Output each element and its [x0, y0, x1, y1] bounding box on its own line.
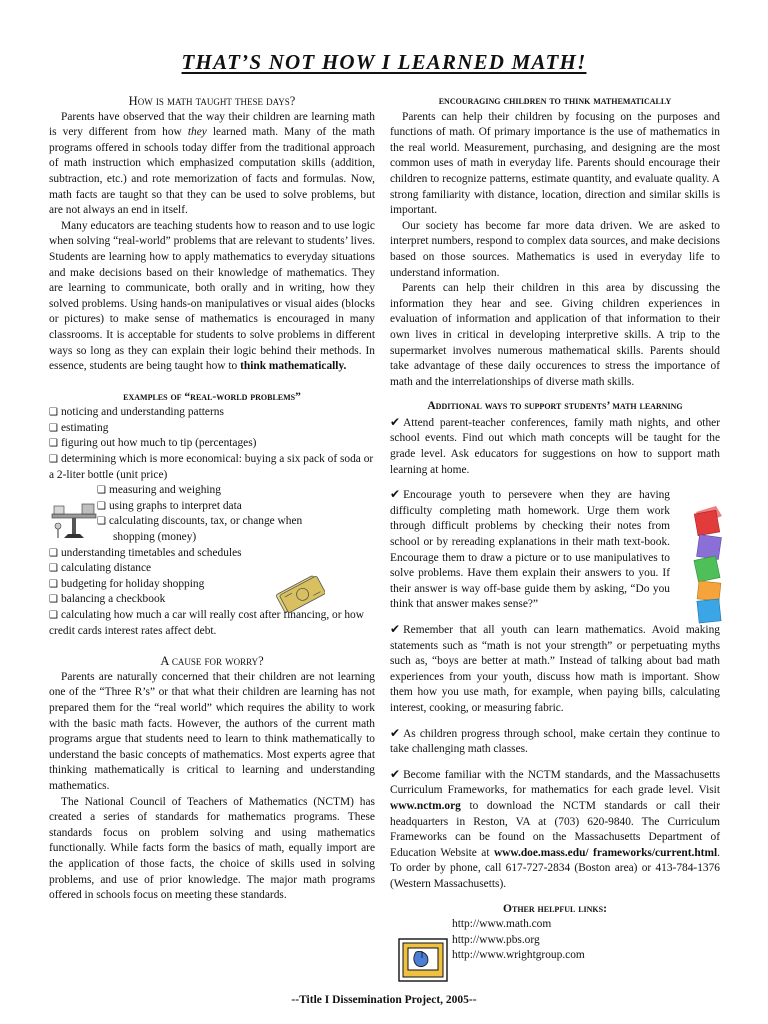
left-column: [49, 94, 375, 904]
list-item: ❑ measuring and weighing: [97, 484, 221, 497]
section-heading-how-taught: How is math taught these days?: [128, 94, 296, 108]
nctm-link[interactable]: www.nctm.org: [390, 799, 461, 812]
checkmark-icon: ✔: [390, 414, 401, 429]
tip-item: ✔ Encourage youth to persevere when they are having difficulty completing math homework. Urge them work through difficult problems by checking their notes from school or by rereading explanations in their math text-book. Encourage them to draw a picture or to use manipulatives to solve problems. Have them explain their answers to you. If their answer is way off-base guide them by asking, “Do you think that answer makes sense?”: [390, 487, 670, 611]
checkbox-icon: ❑: [97, 516, 106, 528]
doe-link[interactable]: www.doe.mass.edu/ frameworks/current.html: [493, 846, 718, 859]
list-item: ❑ calculating how much a car will really cost after financing, or how credit cards interest rates affect debt.: [49, 609, 364, 637]
balance-scale-icon: [50, 500, 100, 542]
paragraph: Parents have observed that the way their children are learning math is very different from how they learned math. Many of the math programs offered in schools today differ from the traditional approach of math instruction which emphasized computation skills (addition, subtraction, etc.) and rote memorization of facts and formulas. Now, math facts are taught so that they can be used to solve problems, but are not always an end in itself.: [49, 110, 376, 217]
page-title: THAT’S NOT HOW I LEARNED MATH!: [181, 50, 587, 74]
checkbox-icon: ❑: [49, 563, 58, 575]
tip-item: ✔ Attend parent-teacher conferences, family math nights, and other school events. Find out which math concepts will be taught for the grade level. Ask educators for suggestions on how to support math learning at home.: [390, 414, 720, 476]
list-item: ❑ estimating: [49, 421, 109, 434]
tip-item: ✔ Remember that all youth can learn mathematics. Avoid making statements such as “math is not your strength” or perpetuating myths such as, “boys are better at math.” Instead of talking about bad math experiences from your youth, discuss how math is important. Show them how you use math, for example, when paying bills, calculating interest, cooking, or measuring fabric.: [390, 622, 720, 714]
paragraph: Many educators are teaching students how to reason and to use logic when solving “real-world” problems that are relevant to students’ lives. Students are learning how to apply mathematics to everyday situations and make decisions based on their knowledge of mathematics. They are learning to communicate, both orally and in writing, how they solved problems. Using hands-on manipulatives or visual aides (blocks or pictures) to make sense of mathematics is encouraged in many classrooms. It is acceptable for students to solve problems in different ways so long as they can explain their logic behind their methods. In essence, students are being taught how to think mathematically.: [49, 219, 375, 373]
checkmark-icon: ✔: [390, 622, 401, 636]
link-math[interactable]: http://www.math.com: [452, 918, 552, 931]
checkbox-icon: ❑: [49, 547, 58, 559]
list-item: ❑ figuring out how much to tip (percentages): [49, 437, 257, 450]
checkbox-icon: ❑: [49, 454, 58, 466]
section-heading-additional-ways: Additional ways to support students’ math learning: [427, 400, 683, 413]
section-heading-cause-for-worry: A cause for worry?: [160, 654, 264, 669]
list-item: ❑ determining which is more economical: buying a six pack of soda or a 2-liter bottle (unit price): [49, 453, 374, 481]
checkbox-icon: ❑: [49, 407, 58, 419]
checkmark-icon: ✔: [390, 725, 401, 740]
tip-item: ✔ Become familiar with the NCTM standards, and the Massachusetts Curriculum Frameworks, for mathematics for each grade level. Visit www.nctm.org to download the NCTM standards or call their headquarters in Reston, VA at (703) 620-9840. The Curriculum Frameworks can be found on the Massachusetts Department of Education Website at www.doe.mass.edu/ frameworks/current.html. To order by phone, call 617-727-2834 (Boston area) or 413-784-1376 (Western Massachusetts).: [390, 766, 720, 890]
paragraph: Our society has become far more data driven. We are asked to interpret numbers, respond to complex data sources, and make decisions based on those sources. Mathematics is used in everyday life to understand information.: [390, 219, 720, 279]
checkbox-icon: ❑: [49, 578, 58, 590]
list-item: ❑ calculating distance: [49, 562, 152, 575]
checkmark-icon: ✔: [390, 766, 401, 781]
checkbox-icon: ❑: [49, 594, 58, 606]
list-item: ❑ balancing a checkbook: [49, 593, 166, 606]
checkbox-icon: ❑: [49, 438, 58, 450]
link-wrightgroup[interactable]: http://www.wrightgroup.com: [452, 949, 585, 962]
section-heading-examples: examples of “real-world problems”: [123, 390, 301, 403]
list-item: ❑ understanding timetables and schedules: [49, 546, 242, 559]
list-item: ❑ noticing and understanding patterns: [49, 406, 224, 419]
money-icon: [273, 574, 325, 614]
computer-mouse-icon: [398, 938, 448, 982]
link-pbs[interactable]: http://www.pbs.org: [452, 933, 540, 946]
checkbox-icon: ❑: [97, 485, 106, 497]
section-heading-links: Other helpful links:: [503, 902, 607, 915]
blocks-icon: [692, 502, 726, 628]
paragraph: Parents are naturally concerned that their children are not learning one of the “Three R’s” or that what their children are learning has not prepared them for the “real world” which requires the ability to work with the basic math facts. However, the authors of the current math programs argue that students need to learn to think mathematically to understand the basic concepts of mathematics. Most experts agree that thinking mathematically is critical to learning and understanding mathematics.: [49, 670, 375, 792]
checkbox-icon: ❑: [49, 610, 58, 621]
tip-item: ✔ As children progress through school, make certain they continue to take challenging math classes.: [390, 725, 720, 756]
right-column: [390, 94, 720, 964]
checkbox-icon: ❑: [49, 422, 58, 434]
paragraph: Parents can help their children in this area by discussing the information they hear and see. Giving children experiences in evaluation of information and application of that information to their own lives in critical in developing interpretive skills. A trip to the supermarket involves numerous mathematical skills. Parents should take advantage of these daily occurences to stress the importance of math and the interrelationships of diverse math skills.: [390, 282, 720, 388]
list-item: ❑ calculating discounts, tax, or change when: [97, 515, 303, 528]
checkmark-icon: ✔: [390, 487, 401, 502]
footer-credit: --Title I Dissemination Project, 2005--: [291, 994, 477, 1006]
list-item: ❑ budgeting for holiday shopping: [49, 577, 205, 590]
list-item: ❑ using graphs to interpret data: [97, 499, 242, 512]
list-item-continuation: shopping (money): [113, 531, 197, 544]
paragraph: Parents can help their children by focusing on the purposes and functions of math. Of primary importance is the use of mathematics in the real world. Measurement, purchasing, and designing are the most common uses of math in everyday life. Parents should encourage their children to recognize patterns, estimate quantity, and evaluate quality. A strong familiarity with distance, location, direction and similar skills is important.: [390, 110, 720, 217]
checkbox-icon: ❑: [97, 500, 106, 512]
paragraph: The National Council of Teachers of Mathematics (NCTM) has created a series of standards for mathematics programs. These standards focus on problem solving and using mathematics functionally. While facts form the basics of math, equally import are the application of those facts, the choice of skills used in solving problems, and use of prior knowledge. The major math programs offered in schools focus on meeting these standards.: [49, 795, 375, 902]
section-heading-encouraging: encouraging children to think mathematically: [438, 95, 672, 107]
